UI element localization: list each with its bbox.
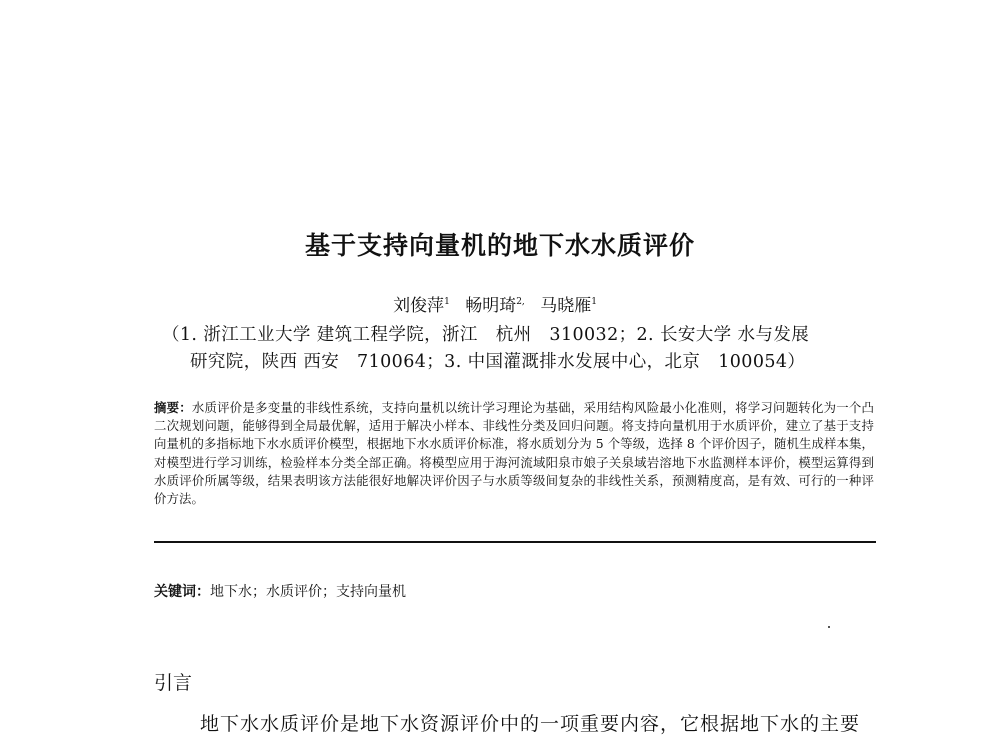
abstract-divider <box>154 541 876 543</box>
keywords-label: 关键词： <box>154 584 210 600</box>
abstract-text: 水质评价是多变量的非线性系统，支持向量机以统计学习理论为基础，采用结构风险最小化准则，将学习问题转化为一个凸二次规划问题，能够得到全局最优解，适用于解决小样本、非线性分类及回归问题。将支持向量机用于水质评价，建立了基于支持向量机的多指标地下水水质评价模型，根据地下水水质评价标准，将水质划分为 5 个等级，选择 8 个评价因子，随机生成样本集，对模型进行学习训练，检验样本分类全部正确。将模型应用于海河流域阳泉市娘子关泉域岩溶地下水监测样本评价，模型运算得到水质评价所属等级，结果表明该方法能很好地解决评价因子与水质等级间复杂的非线性关系，预测精度高，是有效、可行的一种评价方法。 <box>154 400 874 507</box>
keywords-text: 地下水；水质评价；支持向量机 <box>210 584 406 600</box>
section-heading: 引言 <box>154 672 193 694</box>
author-name: 马晓雁 <box>540 296 592 316</box>
abstract-label: 摘要： <box>154 400 192 415</box>
keywords <box>154 581 406 601</box>
author-affiliation-mark: 1 <box>444 297 450 308</box>
paper-title: 基于支持向量机的地下水水质评价 <box>304 231 695 260</box>
scan-speck <box>828 626 830 628</box>
author-name: 刘俊萍 <box>393 296 445 316</box>
author-list <box>0 291 1000 316</box>
author-affiliation-mark: 1 <box>591 297 597 308</box>
affiliation-line: （1. 浙江工业大学 建筑工程学院，浙江 杭州 310032；2. 长安大学 水与发展 <box>162 325 810 345</box>
body-first-line: 地下水水质评价是地下水资源评价中的一项重要内容，它根据地下水的主要 <box>200 713 861 735</box>
affiliation-line: 研究院，陕西 西安 710064；3. 中国灌溉排水发展中心，北京 100054） <box>190 352 806 372</box>
author-name: 畅明琦 <box>465 296 517 316</box>
author-affiliation-mark: 2, <box>516 297 525 308</box>
abstract <box>154 399 874 508</box>
